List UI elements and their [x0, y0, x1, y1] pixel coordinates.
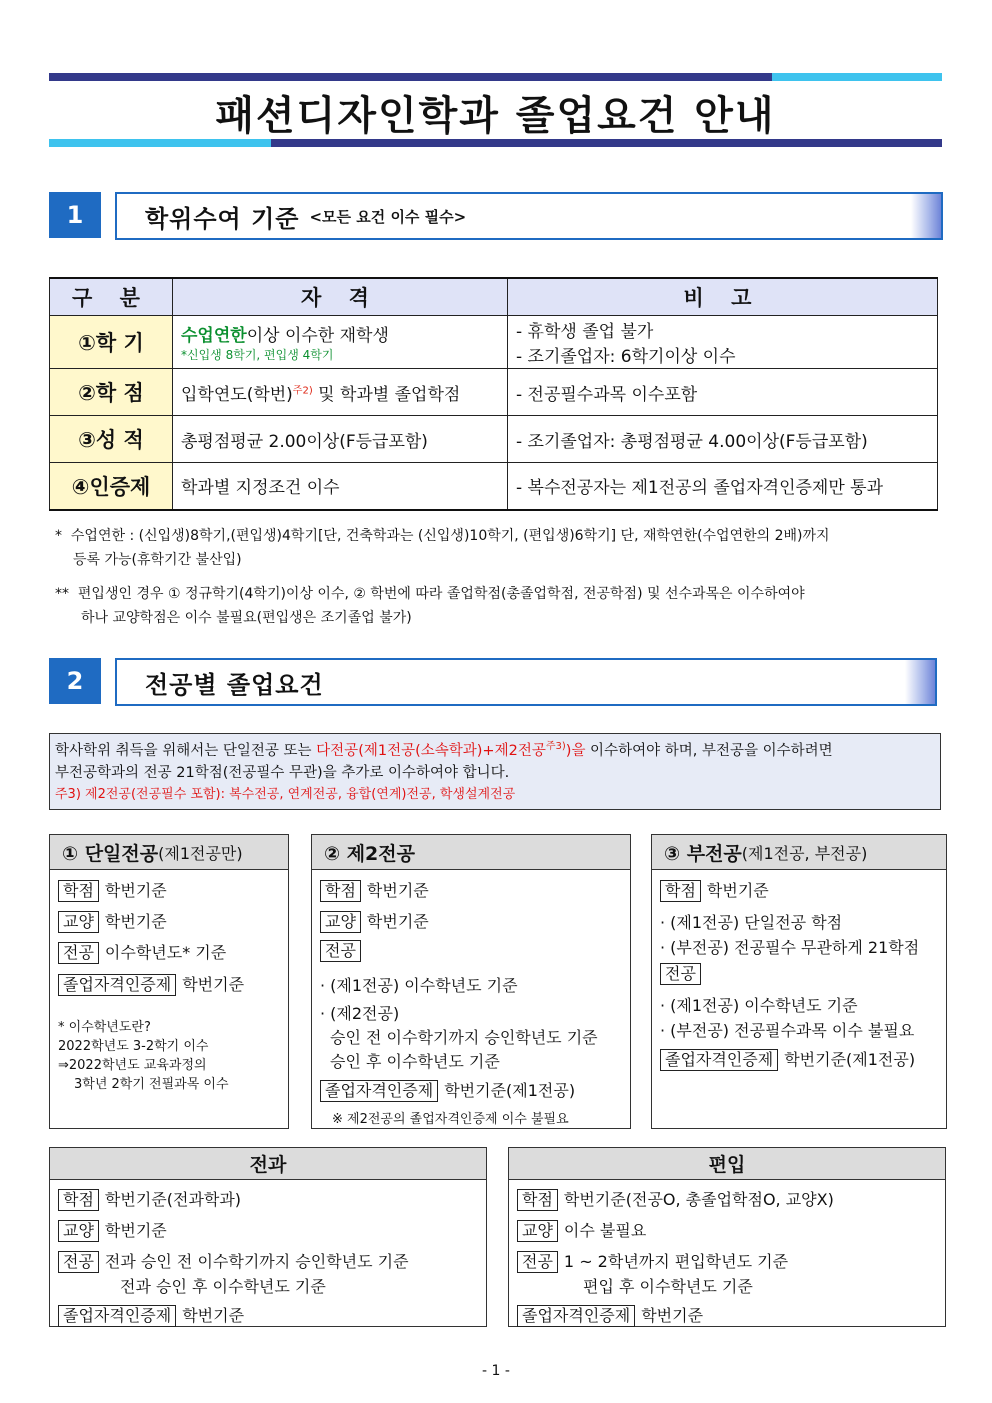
section1-title: 학위수여 기준 [145, 204, 300, 233]
footnote-2: ** 편입생인 경우 ① 정규학기(4학기)이상 이수, ② 학번에 따라 졸업학점(총졸업학점, 전공학점) 및 선수과목은 이수하여야 하나 교양학점은 이수 불필요(편입생은 조기졸업 불가) [55, 586, 805, 626]
row-qual: 총평점평균 2.00이상(F등급포함) [173, 416, 508, 463]
table-header: 자 격 [173, 278, 508, 316]
row-note: - 복수전공자는 제1전공의 졸업자격인증제만 통과 [508, 463, 938, 510]
row-note: - 전공필수과목 이수포함 [508, 369, 938, 416]
section1-number: 1 [49, 192, 101, 238]
footnote-1: * 수업연한 : (신입생)8학기,(편입생)4학기[단, 건축학과는 (신입생)10학기, (편입생)6학기] 단, 재학연한(수업연한의 2배)까지 등록 가능(휴학기간 불산입) [55, 528, 830, 568]
intro-box: 학사학위 취득을 위해서는 단일전공 또는 다전공(제1전공(소속학과)+제2전공$^{주3)}$)을 이수하여야 하며, 부전공을 이수하려면 부전공학과의 전공 21학점(전공필수 무관)을 추가로 이수하여야 합니다. 주3) 제2전공(전공필수 포함): 복수전공, 연계전공, 융합(연계)전공, 학생설계전공 [49, 733, 941, 810]
admission-transfer-box: 편입 학점 학번기준(전공O, 총졸업학점O, 교양X) 교양 이수 불필요 전공 1 ~ 2학년까지 편입학년도 기준 편입 후 이수학년도 기준 졸업자격인증제 학번기준 [508, 1147, 946, 1327]
table-row [50, 316, 938, 369]
page-number: - 1 - [482, 1363, 510, 1379]
dept-transfer-box: 전과 학점 학번기준(전과학과) 교양 학번기준 전공 전과 승인 전 이수학기까지 승인학년도 기준 전과 승인 후 이수학년도 기준 졸업자격인증제 학번기준 [49, 1147, 487, 1327]
row-note: - 휴학생 졸업 불가 - 조기졸업자: 6학기이상 이수 [508, 316, 938, 369]
table-row [50, 463, 938, 510]
section2-number: 2 [49, 658, 101, 704]
row-qual: 학과별 지정조건 이수 [173, 463, 508, 510]
requirements-table [49, 277, 938, 511]
table-header: 구 분 [50, 278, 173, 316]
row-qual: 입학연도(학번)$^{주2)}$ 및 학과별 졸업학점 [173, 369, 508, 416]
section2-header [115, 658, 937, 706]
title-bar-top [49, 73, 942, 81]
title-bar-bottom [49, 139, 942, 147]
section1-subtitle: <모든 요건 이수 필수> [309, 207, 467, 226]
single-major-box: ① 단일전공 (제1전공만) 학점 학번기준 교양 학번기준 전공 이수학년도* 기준 졸업자격인증제 학번기준 * 이수학년도란? 2022학년도 3-2학기 이수 ⇒2022학년도 교육과정의 3학년 2학기 전필과목 이수 [49, 834, 289, 1129]
row-label: ①학 기 [50, 316, 173, 369]
table-row [50, 416, 938, 463]
second-major-box: ② 제2전공 학점 학번기준 교양 학번기준 전공 · (제1전공) 이수학년도 기준 · (제2전공) 승인 전 이수학기까지 승인학년도 기준 승인 후 이수학년도 기준 졸업자격인증제 학번기준(제1전공) ※ 제2전공의 졸업자격인증제 이수 불필요 [311, 834, 631, 1129]
row-qual: 수업연한이상 이수한 재학생 *신입생 8학기, 편입생 4학기 [173, 316, 508, 369]
row-label: ②학 점 [50, 369, 173, 416]
minor-box: ③ 부전공 (제1전공, 부전공) 학점 학번기준 · (제1전공) 단일전공 학점 · (부전공) 전공필수 무관하게 21학점 전공 · (제1전공) 이수학년도 기준 · (부전공) 전공필수과목 이수 불필요 졸업자격인증제 학번기준(제1전공) [651, 834, 947, 1129]
section1-header [115, 192, 943, 240]
row-note: - 조기졸업자: 총평점평균 4.00이상(F등급포함) [508, 416, 938, 463]
table-header: 비 고 [508, 278, 938, 316]
section2-title: 전공별 졸업요건 [145, 670, 324, 699]
row-label: ③성 적 [50, 416, 173, 463]
table-row [50, 369, 938, 416]
page-title: 패션디자인학과 졸업요건 안내 [215, 93, 776, 139]
row-label: ④인증제 [50, 463, 173, 510]
